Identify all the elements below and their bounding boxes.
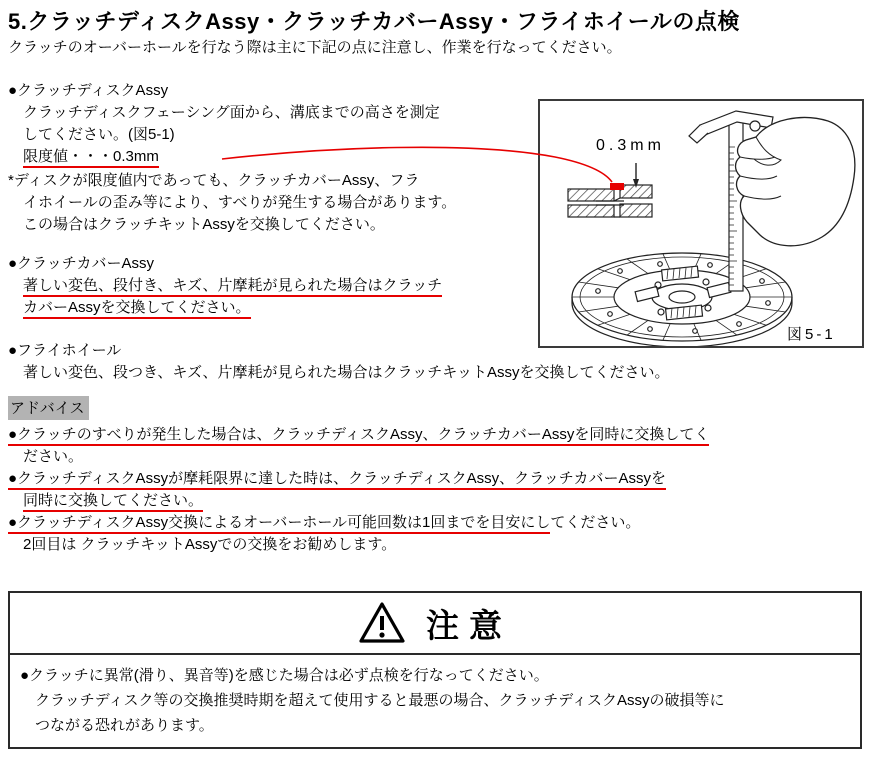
advice-item-cont	[8, 490, 866, 512]
caution-title: 注意	[426, 606, 512, 644]
section-heading: ●フライホイール	[8, 342, 122, 359]
caution-body	[10, 655, 860, 738]
underlined-text: ●クラッチのすべりが発生した場合は、クラッチディスクAssy、クラッチカバーAssyを同時に交換してく	[8, 426, 709, 446]
plain-text: てください。	[550, 514, 641, 531]
caution-box	[8, 591, 862, 749]
advice-item	[8, 424, 866, 446]
section-heading: ●クラッチディスクAssy	[8, 82, 169, 99]
warning-triangle-icon	[358, 601, 406, 645]
underlined-text: カバーAssyを交換してください。	[23, 299, 251, 319]
note-line: この場合はクラッチキットAssyを交換してください。	[23, 216, 385, 233]
caution-line: クラッチディスク等の交換推奨時期を超えて使用すると最悪の場合、クラッチディスクAssyの破損等に	[35, 692, 725, 709]
underlined-text: 著しい変色、段付き、キズ、片摩耗が見られた場合はクラッチ	[23, 277, 442, 297]
note-line: *ディスクが限度値内であっても、クラッチカバーAssy、フラ	[8, 172, 420, 189]
advice-item-cont: ださい。	[23, 448, 84, 465]
underlined-text: 同時に交換してください。	[23, 492, 203, 512]
note-line: イホイールの歪み等により、すべりが発生する場合があります。	[23, 194, 457, 211]
figure-5-1-box	[538, 99, 864, 348]
advice-item	[8, 512, 866, 534]
caution-line: ●クラッチに異常(滑り、異音等)を感じた場合は必ず点検を行なってください。	[20, 667, 549, 684]
advice-section	[8, 396, 866, 556]
advice-item-cont: 2回目は クラッチキットAssyでの交換をお勧めします。	[23, 536, 397, 553]
body-line: してください。(図5-1)	[23, 126, 175, 143]
limit-value-underlined: 限度値・・・0.3mm	[23, 148, 159, 168]
underlined-text: ●クラッチディスクAssy交換によるオーバーホール可能回数は1回までを目安にし	[8, 514, 550, 534]
body-line: 著しい変色、段つき、キズ、片摩耗が見られた場合はクラッチキットAssyを交換してください。	[23, 364, 670, 381]
page-title: 5.クラッチディスクAssy・クラッチカバーAssy・フライホイールの点検	[8, 9, 740, 34]
clutch-disc-measurement-illustration	[540, 101, 862, 346]
advice-label: アドバイス	[8, 396, 89, 420]
underlined-text: ●クラッチディスクAssyが摩耗限界に達した時は、クラッチディスクAssy、クラッチカバーAssyを	[8, 470, 666, 490]
advice-item	[8, 468, 866, 490]
body-line: クラッチディスクフェーシング面から、溝底までの高さを測定	[23, 104, 440, 121]
caution-line: つながる恐れがあります。	[35, 717, 214, 734]
section-heading: ●クラッチカバーAssy	[8, 255, 154, 272]
figure-measure-label: 0.3mm	[596, 137, 665, 154]
caution-header	[10, 593, 860, 655]
intro-text: クラッチのオーバーホールを行なう際は主に下記の点に注意し、作業を行なってください。	[8, 39, 622, 56]
figure-caption: 図5-1	[787, 326, 836, 343]
